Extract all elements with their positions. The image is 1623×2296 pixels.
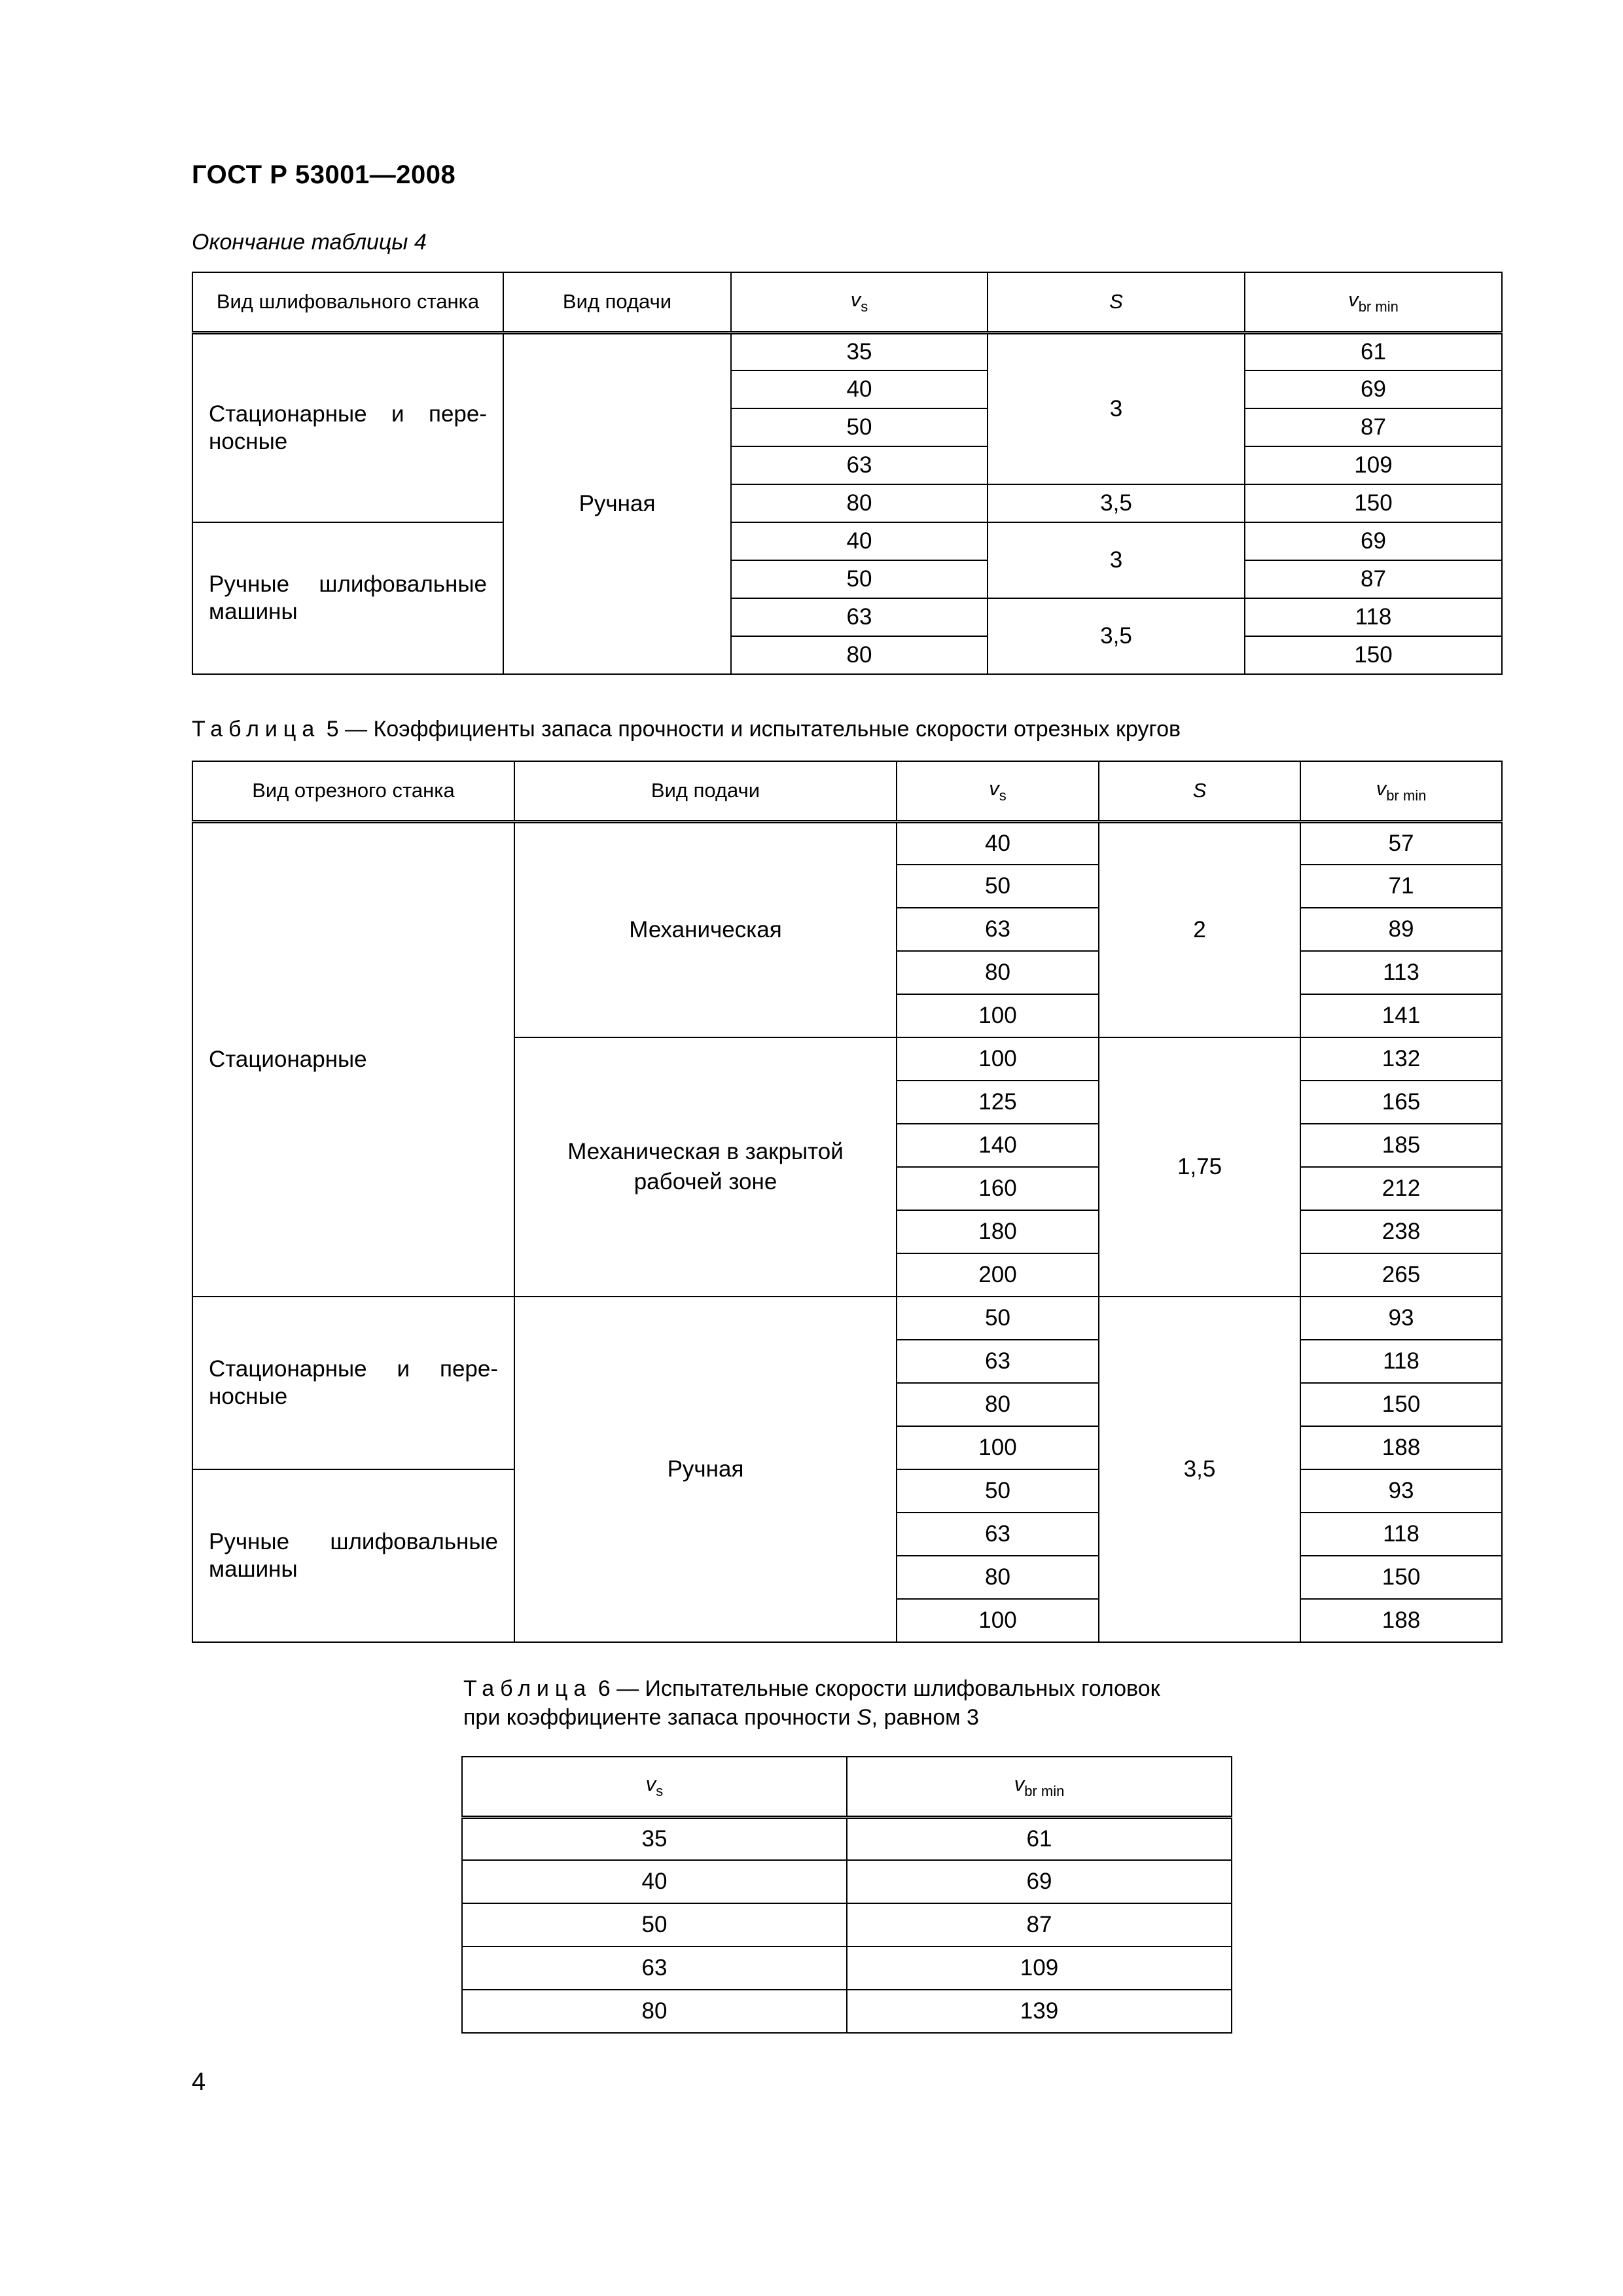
table-cell: 87	[847, 1903, 1232, 1946]
table-cell: 118	[1245, 598, 1502, 636]
table-cell: 212	[1300, 1167, 1502, 1210]
table-cell: 150	[1245, 484, 1502, 522]
table5-group-stationary: Стационарные	[192, 821, 514, 1297]
table-cell: 109	[1245, 446, 1502, 484]
table4-header-vs: $v_s$	[731, 272, 988, 332]
table-cell: 80	[462, 1990, 847, 2033]
table-cell: 50	[731, 560, 988, 598]
table4-header-feed-type: Вид подачи	[503, 272, 731, 332]
table-cell: 100	[897, 1426, 1099, 1469]
table-cell: 63	[731, 598, 988, 636]
table4-group-stationary-portable: Стационарные и пере-носные	[192, 332, 503, 522]
table-cell: 89	[1300, 908, 1502, 951]
table-cell: 35	[462, 1817, 847, 1860]
table-cell: 69	[1245, 370, 1502, 408]
table-cell: 100	[897, 1599, 1099, 1642]
table-cell: 63	[462, 1946, 847, 1990]
table4-header-s: S	[988, 272, 1245, 332]
table-cell: 87	[1245, 560, 1502, 598]
table-cell: 100	[897, 1037, 1099, 1081]
table-cell: 63	[731, 446, 988, 484]
table-cell: 71	[1300, 865, 1502, 908]
table-cell: 139	[847, 1990, 1232, 2033]
table-cell: 63	[897, 1340, 1099, 1383]
table-cell: 40	[897, 821, 1099, 865]
table-cell: 40	[731, 370, 988, 408]
table-cell: 113	[1300, 951, 1502, 994]
table4-header-machine-type: Вид шлифовального станка	[192, 272, 503, 332]
table-cell: 93	[1300, 1469, 1502, 1513]
table4-group-handheld-grinders: Ручные шлифовальные машины	[192, 522, 503, 674]
table-cell: 200	[897, 1253, 1099, 1297]
table-cell: 150	[1300, 1383, 1502, 1426]
table-cell: 3,5	[988, 484, 1245, 522]
table5-s-value: 1,75	[1099, 1037, 1300, 1297]
table-cell: 80	[897, 1383, 1099, 1426]
table-cell: 132	[1300, 1037, 1502, 1081]
table-cell: 69	[1245, 522, 1502, 560]
table-cell: 69	[847, 1860, 1232, 1903]
table5	[192, 761, 1503, 1643]
table5-header-vs: $v_s$	[897, 761, 1099, 821]
table-cell: 3	[988, 522, 1245, 598]
table-cell: 50	[897, 865, 1099, 908]
table5-header-vbr-min: $v_{br min}$	[1300, 761, 1502, 821]
table-cell: 57	[1300, 821, 1502, 865]
table5-feed-mechanical: Механическая	[514, 821, 897, 1037]
table-cell: 125	[897, 1081, 1099, 1124]
table5-group-handheld-grinders: Ручные шлифовальные машины	[192, 1469, 514, 1642]
table-cell: 87	[1245, 408, 1502, 446]
table-cell: 40	[731, 522, 988, 560]
table-cell: 109	[847, 1946, 1232, 1990]
table-cell: 118	[1300, 1513, 1502, 1556]
table5-header-s: S	[1099, 761, 1300, 821]
table-cell: 160	[897, 1167, 1099, 1210]
table5-group-stationary-portable: Стационарные и пере-носные	[192, 1297, 514, 1469]
table-cell: 140	[897, 1124, 1099, 1167]
table-cell: 80	[731, 484, 988, 522]
table-cell: 100	[897, 994, 1099, 1037]
table6-caption: Таблица 6 — Испытательные скорости шлифовальных головок при коэффициенте запаса прочности S, равном 3	[463, 1676, 1160, 1730]
table-cell: 80	[731, 636, 988, 674]
table-cell: 50	[897, 1469, 1099, 1513]
table5-feed-mechanical-closed: Механическая в закрытой рабочей зоне	[514, 1037, 897, 1297]
table-cell: 3	[988, 332, 1245, 484]
table4-caption: Окончание таблицы 4	[192, 230, 427, 255]
table-cell: 61	[1245, 332, 1502, 370]
table-cell: 80	[897, 1556, 1099, 1599]
table-cell: 50	[462, 1903, 847, 1946]
table-cell: 150	[1300, 1556, 1502, 1599]
table-cell: 265	[1300, 1253, 1502, 1297]
table-cell: 118	[1300, 1340, 1502, 1383]
table5-header-feed-type: Вид подачи	[514, 761, 897, 821]
table-cell: 150	[1245, 636, 1502, 674]
table4-feed-manual: Ручная	[503, 332, 731, 674]
table5-s-value: 3,5	[1099, 1297, 1300, 1642]
table6-header-vbr-min: $v_{br min}$	[847, 1757, 1232, 1817]
table-cell: 35	[731, 332, 988, 370]
table-cell: 165	[1300, 1081, 1502, 1124]
table-cell: 188	[1300, 1426, 1502, 1469]
table-cell: 80	[897, 951, 1099, 994]
table5-header-machine-type: Вид отрезного станка	[192, 761, 514, 821]
table-cell: 93	[1300, 1297, 1502, 1340]
table-cell: 50	[897, 1297, 1099, 1340]
table-cell: 40	[462, 1860, 847, 1903]
table-cell: 50	[731, 408, 988, 446]
page-number: 4	[192, 2068, 206, 2096]
document-number: ГОСТ Р 53001—2008	[192, 160, 456, 189]
table-cell: 63	[897, 908, 1099, 951]
table-cell: 3,5	[988, 598, 1245, 674]
table6	[461, 1756, 1232, 2034]
table6-header-vs: $v_s$	[462, 1757, 847, 1817]
table-cell: 238	[1300, 1210, 1502, 1253]
table-cell: 63	[897, 1513, 1099, 1556]
table-cell: 141	[1300, 994, 1502, 1037]
table5-s-value: 2	[1099, 821, 1300, 1037]
table-cell: 61	[847, 1817, 1232, 1860]
table5-caption: Таблица 5 — Коэффициенты запаса прочности и испытательные скорости отрезных кругов	[192, 717, 1181, 742]
table4-header-vbr-min: $v_{br min}$	[1245, 272, 1502, 332]
table5-feed-manual: Ручная	[514, 1297, 897, 1642]
table-cell: 188	[1300, 1599, 1502, 1642]
table-cell: 180	[897, 1210, 1099, 1253]
table-cell: 185	[1300, 1124, 1502, 1167]
table4	[192, 272, 1503, 675]
